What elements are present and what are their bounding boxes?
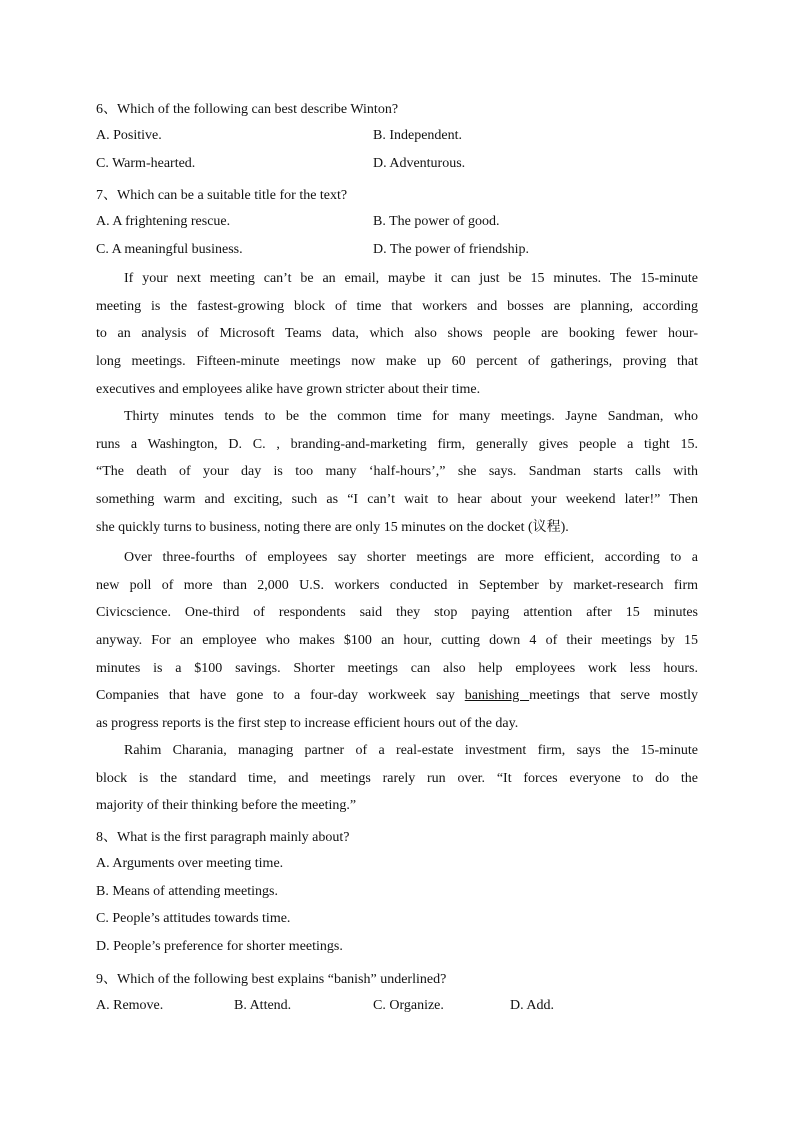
p2-line: runs a Washington, D. C. , branding-and-marketing firm, generally gives people a tight 15. — [96, 436, 698, 452]
p2-line: “The death of your day is too many ‘half-hours’,” she says. Sandman starts calls with — [96, 464, 698, 480]
p3-line: new poll of more than 2,000 U.S. workers conducted in September by market-research firm — [96, 577, 698, 593]
question-6-stem: 6、Which of the following can best describe Winton? — [96, 102, 399, 117]
p1-line: to an analysis of Microsoft Teams data, which also shows people are booking fewer hour- — [96, 326, 698, 342]
passage-paragraph-2 — [96, 403, 698, 541]
passage-paragraph-3 — [96, 544, 698, 738]
q6-option-c: C. Warm-hearted. — [96, 156, 196, 171]
p4-line: block is the standard time, and meetings rarely run over. “It forces everyone to do the — [96, 770, 698, 786]
question-9-stem: 9、Which of the following best explains “banish” underlined? — [96, 972, 447, 987]
q8-option-d: D. People’s preference for shorter meetings. — [96, 939, 343, 954]
q6-option-d: D. Adventurous. — [373, 156, 466, 171]
p3-line: Over three-fourths of employees say shorter meetings are more efficient, according to a — [124, 550, 698, 565]
q9-option-c: C. Organize. — [373, 998, 444, 1013]
q7-option-b: B. The power of good. — [373, 214, 500, 229]
p2-line: Thirty minutes tends to be the common time for many meetings. Jayne Sandman, who — [124, 409, 698, 424]
p3-text-after: meetings that serve mostly — [529, 688, 698, 704]
p3-line: minutes is a $100 savings. Shorter meetings can also help employees work less hours. — [96, 660, 698, 676]
p3-line-with-underline — [96, 682, 698, 710]
q6-option-b: B. Independent. — [373, 128, 463, 143]
q8-option-b: B. Means of attending meetings. — [96, 884, 278, 899]
passage-paragraph-1 — [96, 265, 698, 403]
p3-text-before: Companies that have gone to a four-day workweek say — [96, 688, 465, 704]
question-7-stem: 7、Which can be a suitable title for the text? — [96, 188, 348, 203]
p3-line: as progress reports is the first step to increase efficient hours out of the day. — [96, 716, 519, 732]
p4-line: majority of their thinking before the meeting.” — [96, 798, 357, 814]
p4-line: Rahim Charania, managing partner of a real-estate investment firm, says the 15-minute — [124, 743, 698, 758]
underlined-word-banishing: banishing — [464, 688, 530, 704]
q9-option-a: A. Remove. — [96, 998, 164, 1013]
q7-option-a: A. A frightening rescue. — [96, 214, 231, 229]
p1-line: If your next meeting can’t be an email, maybe it can just be 15 minutes. The 15-minute — [124, 271, 698, 286]
p1-line: executives and employees alike have grown stricter about their time. — [96, 381, 481, 397]
q8-option-c: C. People’s attitudes towards time. — [96, 911, 291, 926]
p3-line: anyway. For an employee who makes $100 an hour, cutting down 4 of their meetings by 15 — [96, 633, 698, 649]
p2-line: she quickly turns to business, noting there are only 15 minutes on the docket (议程). — [96, 519, 569, 535]
q8-option-a: A. Arguments over meeting time. — [96, 856, 284, 871]
q7-option-c: C. A meaningful business. — [96, 242, 243, 257]
q7-option-d: D. The power of friendship. — [373, 242, 530, 257]
p2-line: something warm and exciting, such as “I can’t wait to hear about your weekend later!” Then — [96, 492, 698, 508]
q9-option-b: B. Attend. — [234, 998, 292, 1013]
p3-line: Civicscience. One-third of respondents said they stop paying attention after 15 minutes — [96, 605, 698, 621]
q9-option-d: D. Add. — [510, 998, 554, 1013]
p1-line: long meetings. Fifteen-minute meetings now make up 60 percent of gatherings, proving that — [96, 354, 698, 370]
p1-line: meeting is the fastest-growing block of time that workers and bosses are planning, according — [96, 298, 698, 314]
question-8-stem: 8、What is the first paragraph mainly about? — [96, 830, 350, 845]
passage-paragraph-4 — [96, 737, 698, 820]
q6-option-a: A. Positive. — [96, 128, 162, 143]
